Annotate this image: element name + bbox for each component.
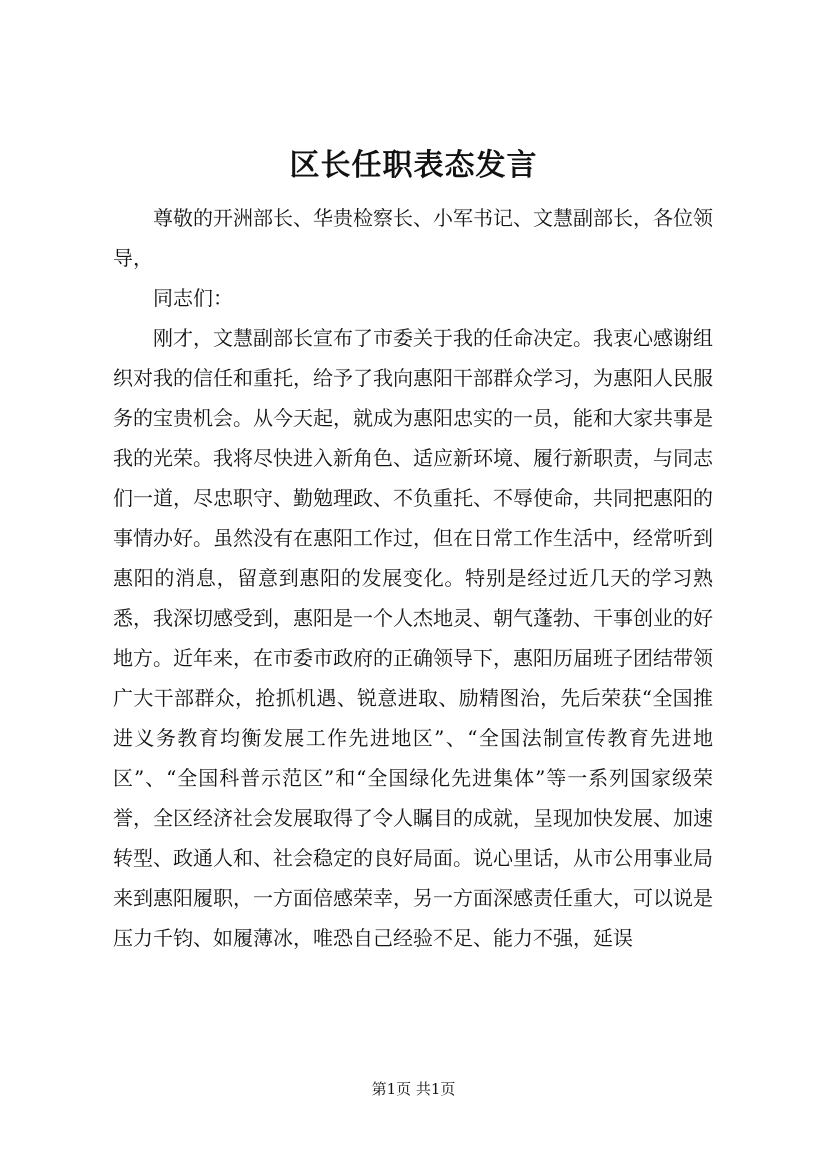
main-paragraph: 刚才，文慧副部长宣布了市委关于我的任命决定。我衷心感谢组织对我的信任和重托，给予了我向惠阳干部群众学习，为惠阳人民服务的宝贵机会。从今天起，就成为惠阳忠实的一员，能和大家共事是我的光荣。我将尽快进入新角色、适应新环境、履行新职责，与同志们一道，尽忠职守、勤勉理政、不负重托、不辱使命，共同把惠阳的事情办好。虽然没有在惠阳工作过，但在日常工作生活中，经常听到惠阳的消息，留意到惠阳的发展变化。特别是经过近几天的学习熟悉，我深切感受到，惠阳是一个人杰地灵、朝气蓬勃、干事创业的好地方。近年来，在市委市政府的正确领导下，惠阳历届班子团结带领广大干部群众，抢抓机遇、锐意进取、励精图治，先后荣获“全国推进义务教育均衡发展工作先进地区”、“全国法制宣传教育先进地区”、“全国科普示范区”和“全国绿化先进集体”等一系列国家级荣誉，全区经济社会发展取得了令人瞩目的成就，呈现加快发展、加速转型、政通人和、社会稳定的良好局面。说心里话，从市公用事业局来到惠阳履职，一方面倍感荣幸，另一方面深感责任重大，可以说是压力千钧、如履薄冰，唯恐自己经验不足、能力不强，延误 bbox=[113, 326, 713, 950]
greeting-paragraph: 同志们： bbox=[153, 286, 233, 310]
document-body bbox=[113, 198, 713, 958]
document-title: 区长任职表态发言 bbox=[289, 148, 538, 183]
page-number-footer: 第1页 共1页 bbox=[371, 1080, 456, 1098]
salutation-paragraph: 尊敬的开洲部长、华贵检察长、小军书记、文慧副部长，各位领导， bbox=[113, 206, 713, 270]
